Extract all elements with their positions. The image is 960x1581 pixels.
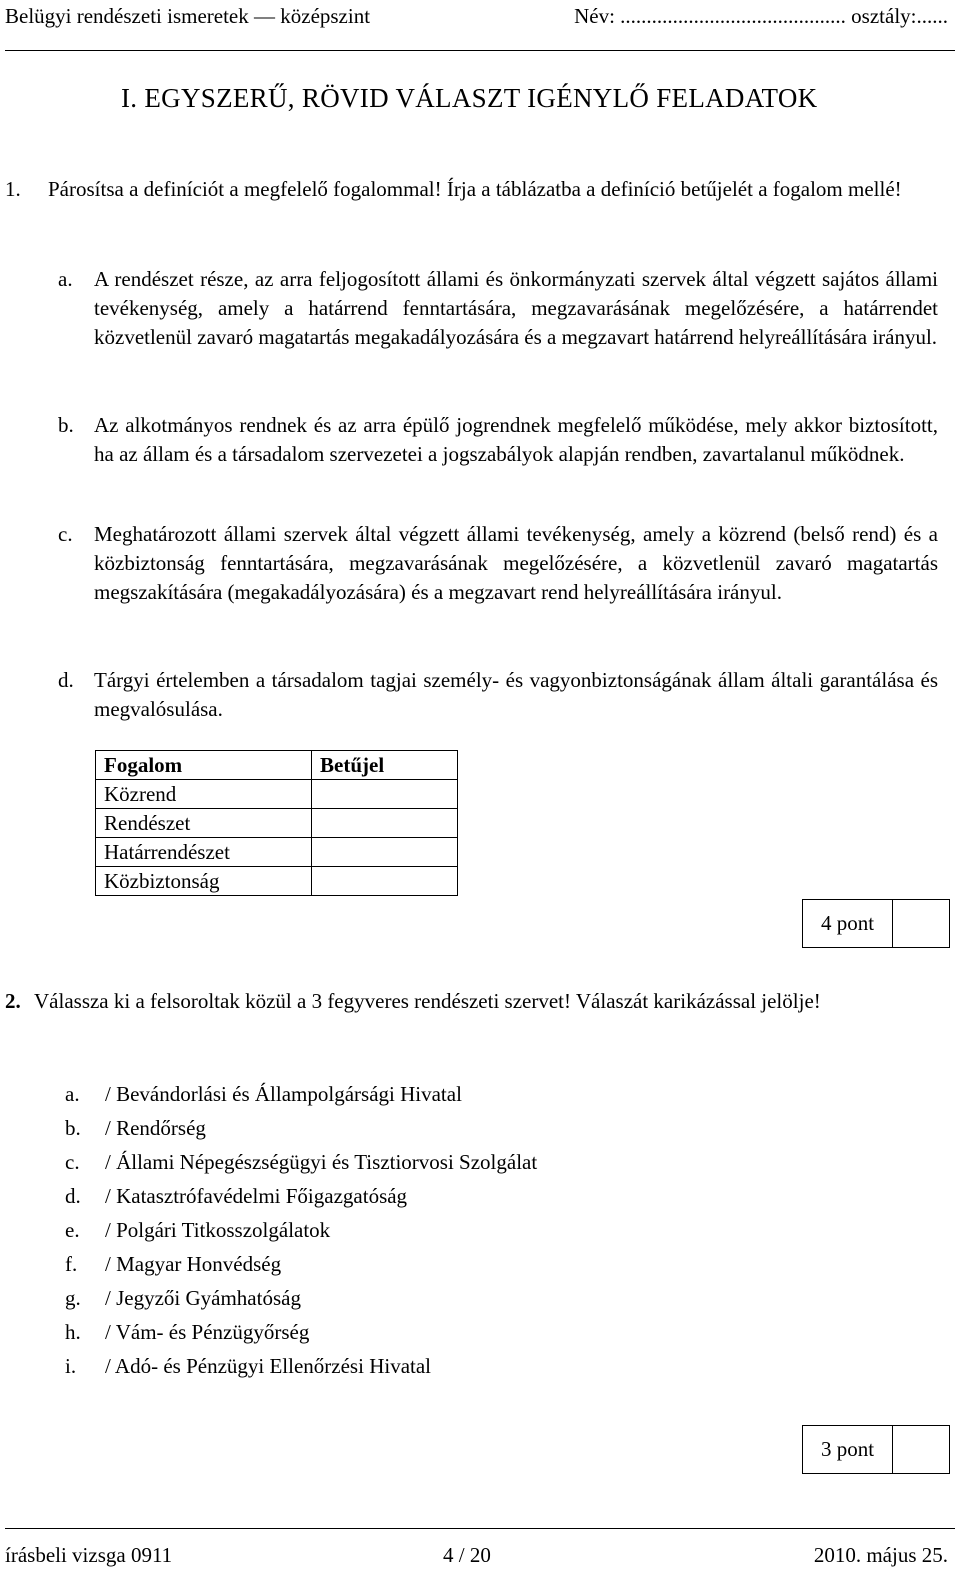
definition-text: A rendészet része, az arra feljogosított állami és önkormányzati szervek által végzett sajátos állami tevékenység, amely a határrend fenntartására, megzavarásának megelőzésére, a határrendet közvetlenül zavaró magatartás megakadályozására és a megzavart határrend helyreállítására irányul.: [94, 267, 938, 349]
definition-text: Meghatározott állami szervek által végzett állami tevékenység, amely a közrend (belső rend) és a közbiztonság fenntartására, megzavarásának megelőzésére, a közvetlenül zavaró magatartás megszakítására (megakadályozására) és a megzavart rend helyreállítására irányul.: [94, 522, 938, 604]
list-item[interactable]: d. / Katasztrófavédelmi Főigazgatóság: [65, 1184, 408, 1208]
table-row: [96, 780, 458, 809]
list-item[interactable]: i. / Adó- és Pénzügyi Ellenőrzési Hivatal: [65, 1354, 432, 1378]
definition-label: b.: [58, 413, 74, 437]
task2-prompt: [0, 987, 960, 1047]
task1-score-box: [802, 899, 950, 948]
concept-table: [95, 750, 458, 896]
definition-b: [58, 411, 938, 469]
letter-answer-cell[interactable]: [312, 838, 458, 867]
task1-number: 1.: [5, 177, 21, 201]
footer-page-number: 4 / 20: [443, 1543, 491, 1567]
definition-a: [58, 265, 938, 352]
concept-cell: Rendészet: [96, 809, 312, 838]
table-header-letter: Betűjel: [312, 751, 458, 780]
score-label: 4 pont: [803, 900, 893, 947]
definition-c: [58, 520, 938, 607]
header-rule: [5, 50, 955, 51]
score-entry-field[interactable]: [893, 1426, 949, 1473]
task1-prompt: [0, 175, 960, 235]
definition-d: [58, 666, 938, 724]
section-title: I. EGYSZERŰ, RÖVID VÁLASZT IGÉNYLŐ FELADATOK: [121, 83, 818, 113]
list-item[interactable]: b. / Rendőrség: [65, 1116, 206, 1140]
definition-label: d.: [58, 668, 74, 692]
table-header-row: [96, 751, 458, 780]
table-row: [96, 838, 458, 867]
score-label: 3 pont: [803, 1426, 893, 1473]
list-item[interactable]: h. / Vám- és Pénzügyőrség: [65, 1320, 310, 1344]
definition-label: a.: [58, 267, 73, 291]
concept-cell: Közbiztonság: [96, 867, 312, 896]
task1-text: Párosítsa a definíciót a megfelelő fogalommal! Írja a táblázatba a definíció betűjelét a fogalom mellé!: [48, 177, 902, 201]
letter-answer-cell[interactable]: [312, 780, 458, 809]
letter-answer-cell[interactable]: [312, 809, 458, 838]
task2-score-box: [802, 1425, 950, 1474]
list-item[interactable]: g. / Jegyzői Gyámhatóság: [65, 1286, 301, 1310]
list-item[interactable]: f. / Magyar Honvédség: [65, 1252, 282, 1276]
table-header-concept: Fogalom: [96, 751, 312, 780]
footer-rule: [5, 1528, 955, 1529]
page-header: [0, 0, 960, 40]
footer-exam-code: írásbeli vizsga 0911: [5, 1543, 173, 1567]
table-row: [96, 867, 458, 896]
definition-label: c.: [58, 522, 73, 546]
definition-text: Az alkotmányos rendnek és az arra épülő jogrendnek megfelelő működése, mely akkor biztosított, ha az állam és a társadalom szervezetei a jogszabályok alapján rendben, zavartalanul működnek.: [94, 413, 938, 466]
option-list: [65, 1077, 537, 1383]
list-item[interactable]: e. / Polgári Titkosszolgálatok: [65, 1218, 331, 1242]
task2-text: Válassza ki a felsoroltak közül a 3 fegyveres rendészeti szervet! Válaszát karikázással jelölje!: [34, 989, 821, 1013]
header-subject: Belügyi rendészeti ismeretek — középszint: [5, 4, 371, 28]
concept-cell: Határrendészet: [96, 838, 312, 867]
table-row: [96, 809, 458, 838]
letter-answer-cell[interactable]: [312, 867, 458, 896]
definition-text: Tárgyi értelemben a társadalom tagjai személy- és vagyonbiztonságának állam általi garantálása és megvalósulása.: [94, 668, 938, 721]
list-item[interactable]: a. / Bevándorlási és Állampolgársági Hivatal: [65, 1082, 462, 1106]
list-item[interactable]: c. / Állami Népegészségügyi és Tisztiorvosi Szolgálat: [65, 1150, 538, 1174]
header-name-class: Név: ........................................... osztály:......: [574, 4, 948, 28]
footer-date: 2010. május 25.: [813, 1543, 948, 1567]
concept-cell: Közrend: [96, 780, 312, 809]
task2-number: 2.: [5, 989, 21, 1013]
score-entry-field[interactable]: [893, 900, 949, 947]
